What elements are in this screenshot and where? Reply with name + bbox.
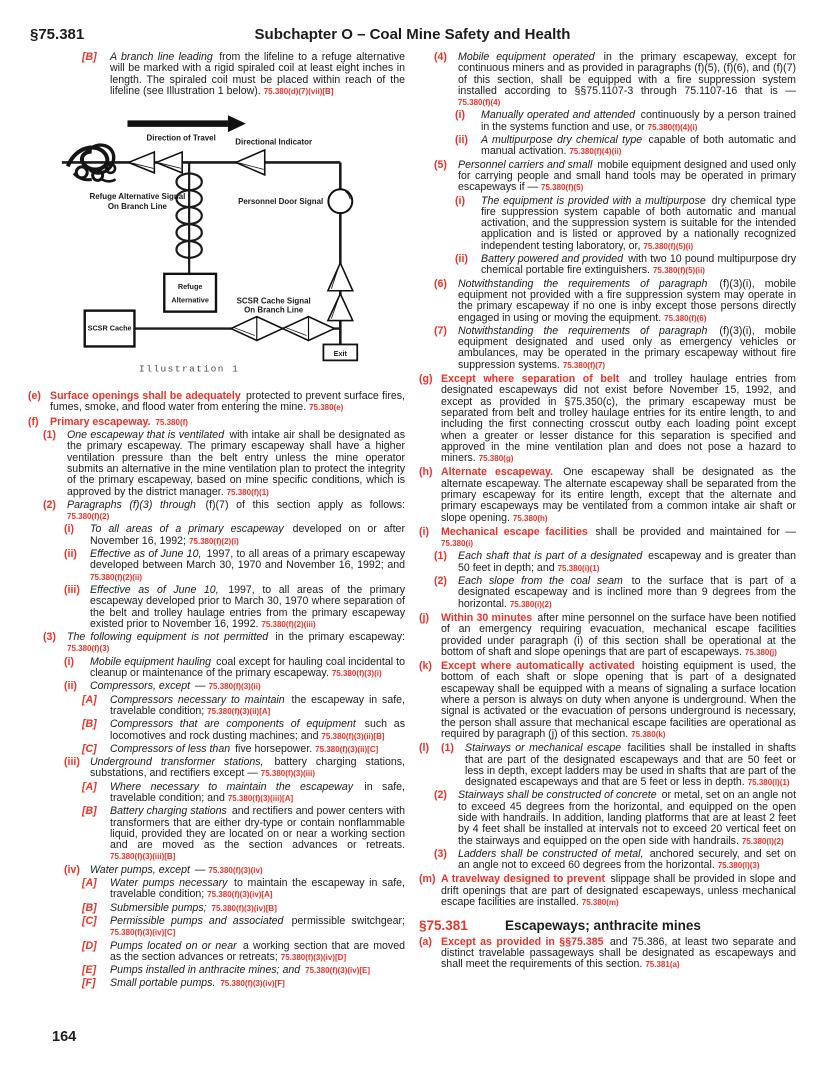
regulation-citation: 75.380(f)(5) xyxy=(541,183,584,193)
paragraph-lead: Mobile equipment operated xyxy=(458,51,595,63)
paragraph-marker: [D] xyxy=(82,939,97,952)
paragraph-marker: [B] xyxy=(82,51,97,63)
paragraph xyxy=(82,965,405,976)
regulation-citation: 75.380(f)(4)(i) xyxy=(647,122,698,132)
paragraph-marker: [A] xyxy=(82,780,97,793)
paragraph xyxy=(28,391,405,414)
paragraph-text: Pumps located on or near a working section that are moved as the section advances or retreats; 75.380(f)(3)(iv)[D] xyxy=(110,939,405,963)
regulation-citation: 75.380(k) xyxy=(631,729,666,739)
exit-box-label: Exit xyxy=(333,349,347,359)
paragraph-marker: (1) xyxy=(43,429,56,442)
paragraph-text xyxy=(110,903,405,914)
regulation-citation: 75.380(f)(3)(iv)[C] xyxy=(110,928,176,938)
paragraph-text: Stairways or mechanical escape facilities shall be installed in shafts that are part of the designated escapeways and that are 50 feet or less in depth, except ladders may be used in shafts that are part of the designated escapeways and that are 5 feet or less in depth. 75.380(l)(1) xyxy=(465,742,796,789)
regulation-citation: 75.380(f)(4)(ii) xyxy=(569,147,622,157)
paragraph-text: Ladders shall be constructed of metal, anchored securely, and set on an angle not to exceed 60 degrees from the horizontal. 75.380(l)(3) xyxy=(458,847,796,872)
paragraph xyxy=(82,744,405,755)
paragraph-text: Compressors that are components of equipment such as locomotives and rock dusting machines; and 75.380(f)(3)(ii)[B] xyxy=(110,718,405,742)
paragraph-marker: (3) xyxy=(434,847,447,860)
section-heading xyxy=(419,918,796,934)
paragraph xyxy=(455,110,796,133)
paragraph-lead: Alternate escapeway. xyxy=(441,466,554,479)
paragraph-lead: Stairways or mechanical escape xyxy=(465,742,622,755)
paragraph-lead: Compressors necessary to maintain xyxy=(110,693,285,706)
paragraph-lead: Mechanical escape facilities xyxy=(441,525,588,538)
header-section-number: §75.381 xyxy=(30,26,85,43)
regulation-citation: 75.380(i) xyxy=(441,539,474,549)
page-header xyxy=(0,0,825,50)
paragraph-marker: (i) xyxy=(455,109,465,122)
paragraph xyxy=(82,941,405,964)
personnel-door-signal-circle xyxy=(328,189,352,213)
paragraph xyxy=(419,527,796,550)
paragraph-lead: Battery powered and provided xyxy=(481,253,624,266)
paragraph-lead: Stairways shall be constructed of concrete xyxy=(458,789,657,802)
paragraph-lead: Compressors that are components of equipment xyxy=(110,718,356,731)
paragraph-marker: (m) xyxy=(419,873,436,886)
right-paragraphs xyxy=(419,52,796,971)
refuge-alternative-box xyxy=(164,274,216,312)
directional-indicator-label: Directional Indicator xyxy=(235,137,313,147)
paragraph-marker: [F] xyxy=(82,977,96,990)
regulation-citation: 75.380(e) xyxy=(309,403,344,413)
paragraph-lead: The equipment is provided with a multipurpose xyxy=(481,194,706,207)
paragraph-text: Effective as of June 10, 1997, to all areas of the primary escapeway developed prior to March 30, 1970 where separation of the belt and trolley haulage entries from the primary escapeway existed prior to November 16, 1992. 75.380(f)(2)(iii) xyxy=(90,583,405,630)
paragraph-text: Mobile equipment operated in the primary escapeway, except for continuous miners and as provided in paragraphs (f)(5), (f)(6), and (f)(7) of this section, shall be equipped with a fire suppression system installed according to §§75.1107-3 through 75.1107-16 that is — 75.380(f)(4) xyxy=(458,51,796,108)
paragraph-marker: (i) xyxy=(64,523,74,536)
paragraph xyxy=(82,878,405,901)
paragraph-lead: Compressors of less than xyxy=(110,742,231,755)
paragraph xyxy=(82,52,405,97)
paragraph-lead: Except as provided in §§75.385 xyxy=(441,935,604,948)
paragraph-lead: Effective as of June 10, xyxy=(90,583,219,596)
paragraph-marker: (5) xyxy=(434,158,447,171)
scsr-signal-label-line2: On Branch Line xyxy=(244,305,304,315)
paragraph-marker: (iv) xyxy=(64,863,80,876)
paragraph-text: Battery powered and provided with two 10 pound multipurpose dry chemical portable fire extinguishers. 75.380(f)(5)(ii) xyxy=(481,253,796,277)
paragraph-lead: Permissible pumps and associated xyxy=(110,914,284,927)
direction-of-travel-label: Direction of Travel xyxy=(146,133,216,143)
paragraph-text: Except where separation of belt and trolley haulage entries from designated escapeways did not exist before November 15, 1992, and except as provided in §75.350(c), the primary escapeway must be separated from belt and trolley haulage entries for its entire length, to and including the first connecting crosscut outby each loading point except when a greater or lesser distance for this separation is specified and approved in the mine ventilation plan and does not pose a hazard to miners. 75.380(g) xyxy=(441,373,796,465)
regulation-citation: 75.380(f)(3)(iii) xyxy=(260,769,316,779)
regulation-citation: 75.380(f)(4) xyxy=(458,98,501,108)
paragraph-lead: Water pumps, except xyxy=(90,863,190,876)
paragraph-lead: A multipurpose dry chemical type xyxy=(481,134,643,147)
section-heading-number: §75.381 xyxy=(419,918,468,934)
paragraph xyxy=(419,937,796,971)
regulation-citation: 75.380(f)(2)(i) xyxy=(188,536,239,546)
paragraph-lead: Ladders shall be constructed of metal, xyxy=(458,847,644,860)
paragraph-text: A multipurpose dry chemical type capable of both automatic and manual activation. 75.380(f)(4)(ii) xyxy=(481,134,796,158)
paragraph-marker: (e) xyxy=(28,390,41,403)
paragraph-marker: (2) xyxy=(43,498,56,511)
right-column xyxy=(419,52,796,992)
paragraph-lead: One escapeway that is ventilated xyxy=(67,429,225,442)
paragraph-marker: (ii) xyxy=(64,680,77,693)
paragraph-text: Underground transformer stations, battery charging stations, substations, and rectifiers except — 75.380(f)(3)(iii) xyxy=(90,756,405,780)
regulation-citation: 75.380(f)(1) xyxy=(226,487,269,497)
regulation-citation: 75.380(f)(3)(iv) xyxy=(208,865,263,875)
paragraph-text: One escapeway that is ventilated with intake air shall be designated as the primary escapeway. The primary escapeway shall have a higher ventilation pressure than the belt entry unless the mine operator submits an alternative in the mine ventilation plan to protect the integrity of the primary escapeway, based on mine specific conditions, which is approved by the district manager. 75.380(f)(1) xyxy=(67,429,405,498)
paragraph xyxy=(434,849,796,872)
paragraph-lead: Where necessary to maintain the escapeway xyxy=(110,780,354,793)
paragraph-lead: Each shaft that is part of a designated xyxy=(458,550,643,563)
paragraph-marker: (a) xyxy=(419,935,432,948)
paragraph-lead: Water pumps necessary xyxy=(110,877,228,890)
regulation-citation: 75.380(f)(3)(iv)[F] xyxy=(220,979,285,989)
paragraph-lead: Small portable pumps. xyxy=(110,977,216,990)
paragraph-lead: Submersible pumps; xyxy=(110,901,207,914)
paragraph-text: Where necessary to maintain the escapeway in safe, travelable condition; and 75.380(f)(3)(iii)[A] xyxy=(110,780,405,804)
paragraph xyxy=(419,374,796,464)
paragraph-text: Alternate escapeway. One escapeway shall be designated as the alternate escapeway. The alternate escapeway shall be separated from the primary escapeway for its entire length, except that the alternate and primary escapeways may be ventilated from a common intake air shaft or slope opening. 75.380(h) xyxy=(441,466,796,524)
paragraph-text: Battery charging stations and rectifiers and power centers with transformers that are either dry-type or contain nonflammable liquid, provided they are located on or near a working section and are moved as the section advances or retreats. 75.380(f)(3)(iii)[B] xyxy=(110,805,405,862)
regulation-citation: 75.380(f)(3)(iv)[E] xyxy=(305,966,371,976)
paragraph-text: Compressors, except — 75.380(f)(3)(ii) xyxy=(90,680,261,693)
paragraph-text: Each slope from the coal seam to the surface that is part of a designated escapeway and is inclined more than 9 degrees from the horizontal. 75.380(i)(2) xyxy=(458,575,796,610)
escapeway-diagram xyxy=(32,109,400,381)
paragraph-text: Mechanical escape facilities shall be provided and maintained for — 75.380(i) xyxy=(441,525,796,549)
regulation-citation: 75.380(g) xyxy=(478,454,514,464)
paragraph xyxy=(419,661,796,740)
paragraph xyxy=(43,632,405,655)
illustration-1-figure xyxy=(32,109,405,381)
paragraph-lead: Primary escapeway. xyxy=(50,415,151,428)
paragraph xyxy=(434,790,796,846)
paragraph-text: The equipment is provided with a multipurpose dry chemical type fire suppression system capable of both automatic and manual activation, and the suppression system is suitable for the intended application and is listed or approved by a nationally recognized independent testing laboratory, or, 75.380(f)(5)(i) xyxy=(481,194,796,252)
paragraph xyxy=(64,757,405,780)
left-intro-paragraph xyxy=(28,52,405,97)
paragraph-marker: (l) xyxy=(419,742,429,755)
scsr-signal-label-line1: SCSR Cache Signal xyxy=(236,296,311,306)
regulation-citation: 75.380(l)(3) xyxy=(717,861,760,871)
paragraph-text: Stairways shall be constructed of concrete or metal, set on an angle not to exceed 45 degrees from the horizontal, and equipped on the open side with handrails. In addition, landing platforms that are at least 2 feet by 4 feet shall be installed at intervals not to exceed 20 vertical feet on the stairways and equipped on the open side with handrails. 75.380(l)(2) xyxy=(458,789,797,847)
scsr-cache-box-label: SCSR Cache xyxy=(87,323,132,333)
paragraph-lead: Notwithstanding the requirements of paragraph xyxy=(458,324,708,337)
paragraph-text xyxy=(110,978,405,989)
regulation-citation: 75.380(f)(3)(ii) xyxy=(208,682,261,692)
regulation-citation: 75.380(l)(1) xyxy=(747,778,790,788)
paragraph-lead: Notwithstanding the requirements of paragraph xyxy=(458,277,708,290)
paragraph xyxy=(419,743,796,788)
paragraph-text: Within 30 minutes after mine personnel on the surface have been notified of an emergency requiring evacuation, mechanical escape facilities provided under paragraph (i) of this section shall be operational at the bottom of shaft and slope openings that are part of escapeways. 75.380(j) xyxy=(441,611,796,658)
regulation-citation: 75.380(f)(2) xyxy=(67,512,110,522)
paragraph-marker: (f) xyxy=(28,415,39,428)
paragraph-marker: (ii) xyxy=(64,548,77,561)
paragraph-lead: Underground transformer stations, xyxy=(90,756,264,769)
paragraph xyxy=(64,524,405,547)
regulation-citation: 75.380(f)(3)(iii)[A] xyxy=(227,793,294,803)
paragraph-text: Personnel carriers and small mobile equipment designed and used only for carrying people and small hand tools may be operated in primary escapeways if — 75.380(f)(5) xyxy=(458,158,796,194)
paragraph-marker: (7) xyxy=(434,324,447,337)
paragraph xyxy=(455,196,796,252)
paragraph-marker: (3) xyxy=(43,631,56,644)
page-number: 164 xyxy=(52,1029,77,1045)
left-column xyxy=(28,52,405,992)
regulation-citation: 75.380(f)(3)(iv)[B] xyxy=(211,903,277,913)
scsr-cache-signal-cones xyxy=(231,317,334,341)
paragraph-marker: [B] xyxy=(82,805,97,818)
paragraph xyxy=(455,135,796,158)
paragraph-lead: Except where separation of belt xyxy=(441,373,620,386)
paragraph-lead: A travelway designed to prevent xyxy=(441,873,606,886)
paragraph-lead: Personnel carriers and small xyxy=(458,158,593,171)
paragraph-marker: [E] xyxy=(82,964,97,977)
regulation-citation: 75.380(f)(6) xyxy=(664,313,707,323)
paragraph xyxy=(434,326,796,371)
personnel-door-signal-label: Personnel Door Signal xyxy=(238,197,324,207)
paragraph xyxy=(434,551,796,574)
paragraph xyxy=(419,467,796,523)
paragraph-marker: [C] xyxy=(82,742,97,755)
header-title: Subchapter O – Coal Mine Safety and Health xyxy=(254,26,571,43)
paragraph-text: To all areas of a primary escapeway developed on or after November 16, 1992; 75.380(f)(2)(i) xyxy=(90,523,405,547)
paragraph xyxy=(82,916,405,939)
paragraph-marker: (g) xyxy=(419,373,433,386)
paragraph-text xyxy=(50,417,405,428)
paragraph-marker: [A] xyxy=(82,693,97,706)
direction-of-travel-arrow xyxy=(127,115,245,132)
regulation-citation: 75.380(f)(2)(ii) xyxy=(90,572,143,582)
paragraph-lead: Each slope from the coal seam xyxy=(458,575,623,588)
regulation-citation: 75.380(l)(2) xyxy=(741,836,784,846)
paragraph xyxy=(434,52,796,108)
refuge-box-label-line1: Refuge xyxy=(177,281,203,291)
regulation-citation: 75.380(f)(7) xyxy=(562,360,606,370)
regulation-citation: 75.380(f)(3)(iv)[A] xyxy=(207,890,273,900)
paragraph xyxy=(64,549,405,583)
paragraph-text: Each shaft that is part of a designated escapeway and is greater than 50 feet in depth; and 75.380(i)(1) xyxy=(458,550,796,574)
paragraph xyxy=(64,585,405,630)
paragraph-marker: (j) xyxy=(419,611,429,624)
paragraph-text: Compressors of less than five horsepower. 75.380(f)(3)(ii)[C] xyxy=(110,742,379,755)
paragraph xyxy=(434,279,796,324)
illustration-caption: Illustration 1 xyxy=(139,363,240,375)
paragraph-marker: [C] xyxy=(82,914,97,927)
regulation-citation: 75.380(f)(2)(iii) xyxy=(261,619,316,629)
paragraph-marker: [B] xyxy=(82,901,97,914)
paragraph xyxy=(455,254,796,277)
paragraph-marker: (4) xyxy=(434,51,447,63)
paragraph-lead: Surface openings shall be adequately xyxy=(50,390,241,403)
paragraph-text: Paragraphs (f)(3) through (f)(7) of this section apply as follows: 75.380(f)(2) xyxy=(67,498,405,522)
paragraph-text: The following equipment is not permitted in the primary escapeway: 75.380(f)(3) xyxy=(67,631,405,654)
paragraph-lead: Paragraphs (f)(3) through xyxy=(67,498,196,511)
regulation-citation: 75.380(i)(2) xyxy=(509,599,552,609)
paragraph-marker: (i) xyxy=(455,194,465,207)
left-paragraphs xyxy=(28,391,405,990)
paragraph-text: Notwithstanding the requirements of paragraph (f)(3)(i), mobile equipment designated and used only as emergency vehicles or ambulances, may be operated in the primary escapeway without fire suppression systems. 75.380(f)(7) xyxy=(458,324,796,371)
refuge-box-label-line2: Alternative xyxy=(171,295,209,305)
paragraph xyxy=(82,903,405,914)
refuge-signal-label-line2: On Branch Line xyxy=(107,202,167,212)
paragraph-marker: (iii) xyxy=(64,583,80,596)
paragraph-text: Mobile equipment hauling coal except for hauling coal incidental to cleanup or maintenance of the primary escapeway. 75.380(f)(3)(i) xyxy=(90,655,405,680)
paragraph xyxy=(434,576,796,610)
paragraph-lead: Pumps installed in anthracite mines; and xyxy=(110,964,301,977)
paragraph xyxy=(82,719,405,742)
paragraph-text: Compressors necessary to maintain the escapeway in safe, travelable condition; 75.380(f)(3)(ii)[A] xyxy=(110,693,405,717)
paragraph-text: Permissible pumps and associated permissible switchgear; 75.380(f)(3)(iv)[C] xyxy=(110,914,405,938)
paragraph xyxy=(434,160,796,194)
paragraph-lead: Within 30 minutes xyxy=(441,611,533,624)
paragraph xyxy=(82,695,405,718)
paragraph-text: A travelway designed to prevent slippage shall be provided in slope and drift openings that are part of designated escapeways, unless mechanical escape facilities are installed. 75.380(m) xyxy=(441,873,797,909)
paragraph xyxy=(419,874,796,908)
paragraph-marker: (i) xyxy=(419,525,429,538)
paragraph xyxy=(82,978,405,989)
paragraph-marker: (h) xyxy=(419,466,433,479)
paragraph-marker: (ii) xyxy=(455,134,468,147)
paragraph xyxy=(28,417,405,428)
paragraph-text xyxy=(110,965,405,976)
paragraph-marker: [B] xyxy=(82,718,97,731)
paragraph-marker: (2) xyxy=(434,575,447,588)
paragraph-lead: The following equipment is not permitted xyxy=(67,631,269,644)
regulation-citation: 75.380(m) xyxy=(581,898,619,908)
paragraph xyxy=(82,782,405,805)
paragraph-marker: (1) xyxy=(434,550,447,563)
paragraph-text: Except as provided in §§75.385 and 75.386, at least two separate and distinct travelable passageways shall be designated as escapeways and shall meet the requirements of this section. 75.381(a) xyxy=(441,935,796,971)
paragraph-marker: (i) xyxy=(64,655,74,668)
regulation-citation: 75.380(f)(3)(ii)[B] xyxy=(321,731,385,741)
paragraph-text: Except where automatically activated hoisting equipment is used, the bottom of each shaft or slope opening that is part of a designated escapeway shall be equipped with a means of signaling a surface location where a person is always on duty when anyone is underground. When the signal is activated or the evacuation of persons underground is necessary, the person shall assure that mechanical escape facilities are operational as required by paragraph (j) of this section. 75.380(k) xyxy=(441,660,796,740)
regulation-citation: 75.380(h) xyxy=(512,513,548,523)
paragraph-marker: (iii) xyxy=(64,756,80,769)
regulation-citation: 75.380(f)(3)(i) xyxy=(331,669,382,679)
regulation-citation: 75.380(i)(1) xyxy=(557,563,600,573)
paragraph-text: A branch line leading from the lifeline to a refuge alternative will be marked with a rigid spiraled coil at least eight inches in length. The spiraled coil must be placed within reach of the lifeline (see Illustration 1 below). 75.380(d)(7)(vii)[B] xyxy=(110,51,405,97)
paragraph-text: Notwithstanding the requirements of paragraph (f)(3)(i), mobile equipment not provided with a fire suppression system may operate in the primary escapeway if no one is inby except those persons directly engaged in using or moving the equipment. 75.380(f)(6) xyxy=(458,277,796,324)
two-column-body xyxy=(0,50,825,992)
paragraph-marker: (2) xyxy=(434,789,447,802)
paragraph-lead: Effective as of June 10, xyxy=(90,548,202,561)
paragraph-lead: Compressors, except xyxy=(90,680,191,693)
paragraph-text: Water pumps necessary to maintain the escapeway in safe, travelable condition; 75.380(f)(3)(iv)[A] xyxy=(110,877,405,901)
section-heading-title: Escapeways; anthracite mines xyxy=(505,918,701,934)
paragraph-lead: A branch line leading xyxy=(110,51,213,63)
paragraph xyxy=(64,681,405,692)
paragraph-lead: Battery charging stations xyxy=(110,805,227,818)
regulation-citation: 75.380(f)(3) xyxy=(67,644,110,654)
paragraph-submarker: (1) xyxy=(441,742,454,755)
regulation-citation: 75.380(d)(7)(vii)[B] xyxy=(263,86,334,96)
paragraph xyxy=(43,500,405,523)
paragraph xyxy=(64,865,405,876)
paragraph-lead: Except where automatically activated xyxy=(441,660,635,673)
paragraph-marker: (k) xyxy=(419,660,432,673)
refuge-signal-label-line1: Refuge Alternative Signal xyxy=(89,192,186,202)
paragraph-lead: To all areas of a primary escapeway xyxy=(90,523,284,536)
paragraph-text: Surface openings shall be adequately protected to prevent surface fires, fumes, smoke, and flood water from entering the mine. 75.380(e) xyxy=(50,390,405,414)
paragraph-lead: Manually operated and attended xyxy=(481,109,636,122)
paragraph-marker: (ii) xyxy=(455,253,468,266)
regulation-citation: 75.380(f)(5)(ii) xyxy=(652,266,705,276)
paragraph-marker: [A] xyxy=(82,877,97,890)
regulation-citation: 75.380(f)(5)(i) xyxy=(643,241,694,251)
regulation-citation: 75.380(f)(3)(ii)[C] xyxy=(315,744,379,754)
regulation-citation: 75.380(f) xyxy=(155,417,188,427)
paragraph-lead: Pumps located on or near xyxy=(110,939,237,952)
regulation-citation: 75.380(f)(3)(iv)[D] xyxy=(280,952,347,962)
paragraph xyxy=(43,430,405,498)
paragraph-lead: Mobile equipment hauling xyxy=(90,655,212,668)
paragraph xyxy=(64,657,405,680)
paragraph-text: Manually operated and attended continuously by a person trained in the systems function and use, or 75.380(f)(4)(i) xyxy=(481,109,796,133)
paragraph-text: Water pumps, except — 75.380(f)(3)(iv) xyxy=(90,863,263,876)
paragraph-text: Effective as of June 10, 1997, to all areas of a primary escapeway developed between March 30, 1970 and November 16, 1992; and 75.380(f)(2)(ii) xyxy=(90,548,405,582)
regulation-citation: 75.380(j) xyxy=(744,647,777,657)
regulation-citation: 75.380(f)(3)(ii)[A] xyxy=(207,706,271,716)
paragraph xyxy=(82,806,405,862)
regulation-citation: 75.380(f)(3)(iii)[B] xyxy=(110,852,176,862)
regulation-citation: 75.381(a) xyxy=(645,960,680,970)
paragraph xyxy=(419,613,796,658)
paragraph-marker: (6) xyxy=(434,277,447,290)
